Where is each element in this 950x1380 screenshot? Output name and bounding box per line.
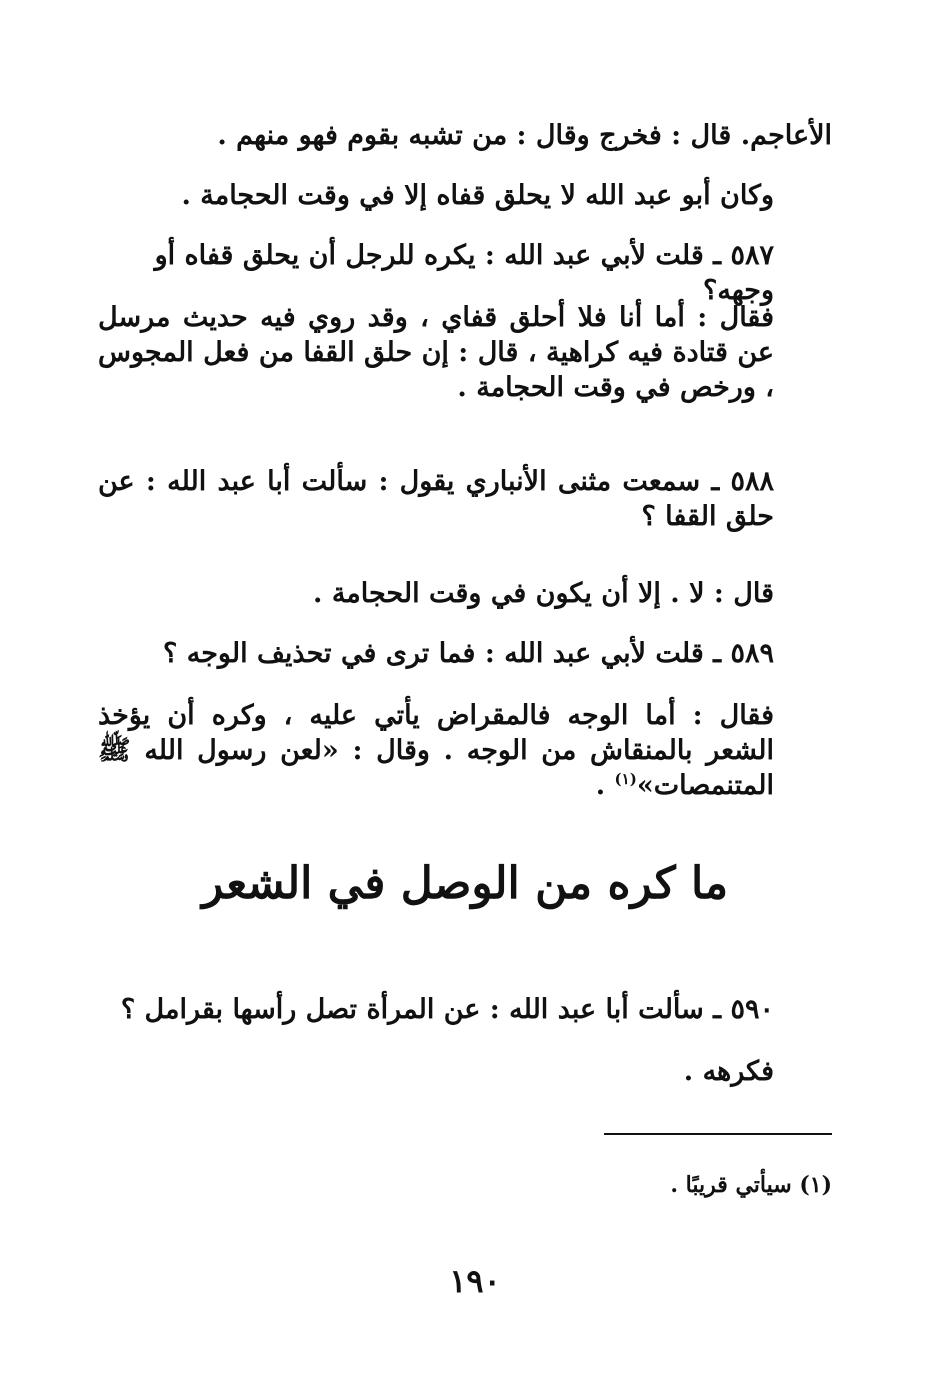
section-heading: ما كره من الوصل في الشعر xyxy=(201,858,729,909)
paragraph-1: الأعاجم. قال : فخرج وقال : من تشبه بقوم فهو منهم . xyxy=(217,120,832,151)
paragraph-588: ٥٨٨ ـ سمعت مثنى الأنباري يقول : سألت أبا عبد الله : عن حلق القفا ؟ xyxy=(98,466,774,533)
paragraph-587: ٥٨٧ ـ قلت لأبي عبد الله : يكره للرجل أن يحلق قفاه أو وجهه؟ xyxy=(154,240,774,307)
page-number: ١٩٠ xyxy=(449,1262,501,1300)
paragraph-589: ٥٨٩ ـ قلت لأبي عبد الله : فما ترى في تحذيف الوجه ؟ xyxy=(163,638,774,669)
paragraph-587-answer: فقال : أما أنا فلا أحلق قفاي ، وقد روي فيه حديث مرسل عن قتادة فيه كراهية ، قال : إن حلق القفا من فعل المجوس ، ورخص في وقت الحجامة . xyxy=(98,302,774,404)
paragraph-590-answer: فكرهه . xyxy=(683,1056,774,1087)
paragraph-2: وكان أبو عبد الله لا يحلق قفاه إلا في وقت الحجامة . xyxy=(181,180,774,211)
footnote: (١) سيأتي قريبًا . xyxy=(670,1172,832,1198)
paragraph-589-answer-tail: . xyxy=(595,770,615,802)
paragraph-588-answer: قال : لا . إلا أن يكون في وقت الحجامة . xyxy=(313,578,774,609)
paragraph-590: ٥٩٠ ـ سألت أبا عبد الله : عن المرأة تصل رأسها بقرامل ؟ xyxy=(120,994,774,1025)
paragraph-589-answer-text: فقال : أما الوجه فالمقراض يأتي عليه ، وكره أن يؤخذ الشعر بالمنقاش من الوجه . وقال : «لعن رسول الله ﷺ المتنمصات» xyxy=(98,700,774,802)
paragraph-589-answer xyxy=(98,698,832,803)
footnote-divider xyxy=(604,1133,832,1135)
footnote-reference: (١) xyxy=(614,770,637,789)
